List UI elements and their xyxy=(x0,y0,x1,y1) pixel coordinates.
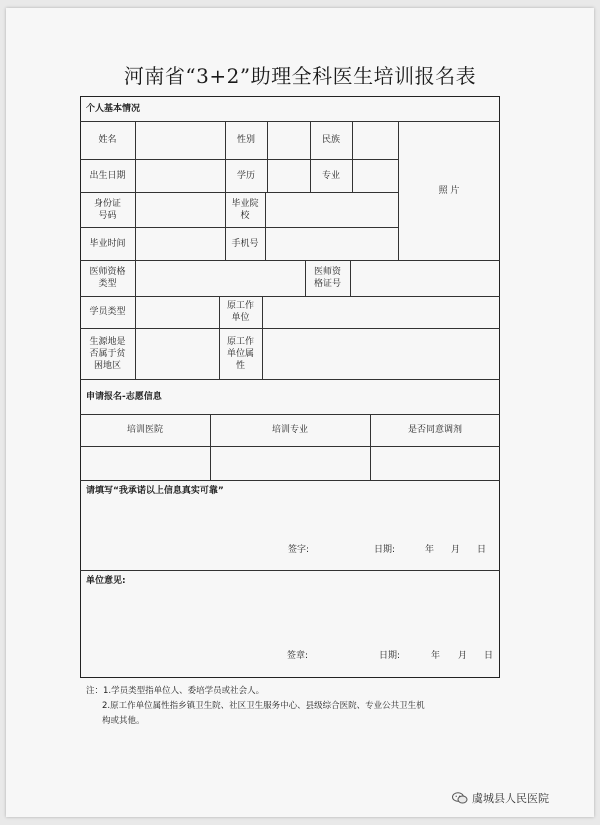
grid-line xyxy=(80,328,500,329)
label-photo: 照 片 xyxy=(438,185,460,196)
pledge-instruction: 请填写“我承诺以上信息真实可靠” xyxy=(86,486,224,496)
grid-line xyxy=(80,446,500,447)
pledge-sign-label: 签字: xyxy=(288,545,310,555)
grid-line xyxy=(135,260,136,296)
grid-line xyxy=(267,159,268,192)
pledge-date-label: 日期: xyxy=(374,545,396,555)
pledge-year: 年 xyxy=(425,545,435,555)
col-training-major: 培训专业 xyxy=(271,425,308,435)
label-school-line2: 校 xyxy=(240,210,250,221)
unit-month: 月 xyxy=(458,651,468,661)
label-gender: 性别 xyxy=(236,135,255,145)
label-orig-unit-line2: 单位 xyxy=(231,313,250,323)
label-qual-type xyxy=(80,260,135,296)
label-student-type: 学员类型 xyxy=(89,307,126,317)
label-unit-attr-line2: 单位属 xyxy=(226,348,254,359)
label-phone: 手机号 xyxy=(231,238,259,249)
unit-year: 年 xyxy=(431,651,441,661)
unit-date-label: 日期: xyxy=(379,651,401,661)
grid-line xyxy=(80,480,500,481)
grid-line xyxy=(265,192,266,260)
grid-line xyxy=(135,227,136,260)
label-ethnicity: 民族 xyxy=(321,135,340,145)
label-school xyxy=(225,192,265,227)
label-school-line1: 毕业院 xyxy=(231,198,259,209)
label-birth-date: 出生日期 xyxy=(89,170,126,181)
label-education: 学历 xyxy=(236,170,255,181)
section-header-personal: 个人基本情况 xyxy=(86,104,141,114)
label-orig-unit xyxy=(219,296,262,328)
unit-opinion-label: 单位意见: xyxy=(86,576,126,586)
grid-line xyxy=(135,121,136,227)
unit-sign-label: 签章: xyxy=(287,651,309,661)
label-grad-time: 毕业时间 xyxy=(89,238,126,249)
grid-line xyxy=(135,296,136,379)
grid-line xyxy=(80,296,500,297)
label-unit-attr xyxy=(219,328,262,379)
unit-day: 日 xyxy=(484,651,494,661)
note-line-1: 注：1.学员类型指单位人、委培学员或社会人。 xyxy=(86,686,265,696)
label-major: 专业 xyxy=(321,170,340,181)
pledge-month: 月 xyxy=(451,545,461,555)
label-qual-cert xyxy=(305,260,350,296)
col-accept-adjustment: 是否同意调剂 xyxy=(407,425,462,435)
label-poverty-line1: 生源地是 xyxy=(89,336,126,347)
label-orig-unit-line1: 原工作 xyxy=(226,301,254,311)
grid-line xyxy=(352,121,353,192)
grid-line xyxy=(262,296,263,379)
col-training-hospital: 培训医院 xyxy=(126,425,163,435)
note-line-3: 构或其他。 xyxy=(102,716,145,726)
wechat-icon xyxy=(452,792,468,804)
label-poverty-line3: 困地区 xyxy=(93,360,121,371)
label-id-line1: 身份证 xyxy=(93,198,121,209)
label-poverty-line2: 否属于贫 xyxy=(89,348,126,359)
pledge-day: 日 xyxy=(477,545,487,555)
label-name: 姓名 xyxy=(98,135,117,145)
footnotes xyxy=(86,684,506,729)
label-id-number xyxy=(80,192,135,227)
label-qual-type-line1: 医师资格 xyxy=(89,267,126,277)
label-qual-cert-line2: 格证号 xyxy=(313,279,341,289)
label-unit-attr-line3: 性 xyxy=(235,360,245,371)
label-qual-cert-line1: 医师资 xyxy=(313,267,341,277)
label-qual-type-line2: 类型 xyxy=(98,279,117,289)
watermark xyxy=(452,790,549,806)
label-id-line2: 号码 xyxy=(98,210,117,221)
label-unit-attr-line1: 原工作 xyxy=(226,336,254,347)
note-line-2: 2.原工作单位属性指乡镇卫生院、社区卫生服务中心、县级综合医院、专业公共卫生机 xyxy=(102,701,425,711)
grid-line xyxy=(267,121,268,159)
section-header-application: 申请报名-志愿信息 xyxy=(86,391,162,402)
grid-line xyxy=(80,260,500,261)
grid-line xyxy=(80,570,500,571)
form-title: 河南省“3+2”助理全科医生培训报名表 xyxy=(123,64,477,88)
grid-line xyxy=(350,260,351,296)
watermark-text: 虞城县人民医院 xyxy=(472,792,549,805)
label-poverty xyxy=(80,328,135,379)
